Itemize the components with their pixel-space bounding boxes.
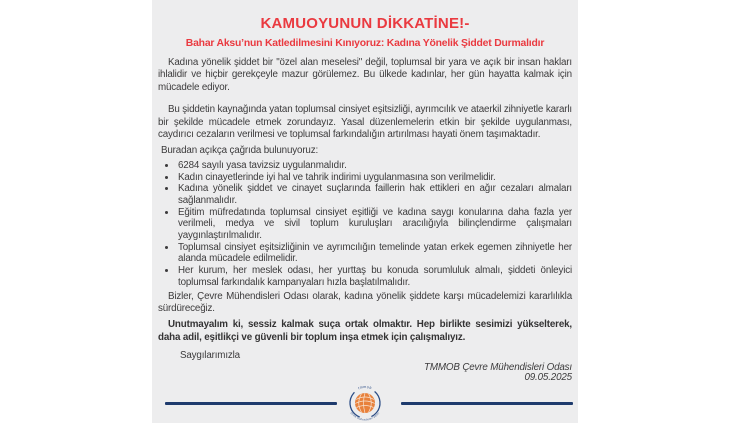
demand-item-5: • Toplumsal cinsiyet eşitsizliğinin ve ayrımcılığın temelinde yatan erkek egemen zihniyetle her alanda mücadele edilmelidir.	[177, 242, 572, 265]
logo-top-text: tmmob	[357, 385, 373, 391]
footer-rule-right	[401, 402, 573, 405]
demand-item-3: • Kadına yönelik şiddet ve cinayet suçlarında faillerin hak ettikleri en ağır cezaları almaları sağlanmalıdır.	[177, 183, 572, 206]
demand-item-6: • Her kurum, her meslek odası, her yurttaş bu konuda sorumluluk almalı, şiddeti önleyici toplumsal farkındalık kampanyaları hızla başlatılmalıdır.	[177, 265, 572, 288]
logo-bottom-text: çevre mühendisleri odası	[349, 411, 381, 422]
page-title: KAMUOYUNUN DİKKATİNE!-	[260, 15, 470, 32]
logo-globe	[355, 393, 375, 413]
call-to-action-intro: Buradan açıkça çağrıda bulunuyoruz:	[161, 145, 319, 157]
demand-item-2: • Kadın cinayetlerinde iyi hal ve tahrik indirimi uygulanmasına son verilmelidir.	[177, 172, 572, 184]
signature-date: 09.05.2025	[524, 372, 572, 384]
emphasis-paragraph: Unutmayalım ki, sessiz kalmak suça ortak olmaktır. Hep birlikte sesimizi yükselterek, daha adil, eşitlikçi ve güvenli bir toplum inşa etmek için çalışmalıyız.	[158, 319, 572, 343]
demand-item-4: • Eğitim müfredatında toplumsal cinsiyet eşitliği ve kadına saygı konularına daha fazla yer verilmeli, medya ve sivil toplum kuruluşları aracılığıyla bilinçlendirme çalışmaları yaygınlaştırılmalıdır.	[177, 207, 572, 242]
footer-rule-left	[165, 402, 337, 405]
demand-item-1: • 6284 sayılı yasa tavizsiz uygulanmalıdır.	[177, 160, 572, 172]
intro-paragraph-2: Bu şiddetin kaynağında yatan toplumsal cinsiyet eşitsizliği, ayrımcılık ve ataerkil zihniyetle kararlı bir şekilde mücadele etmek zorundayız. Yasal düzenlemelerin etkin bir şekilde uygulanması, caydırıcı cezaların verilmesi ve toplumsal farkındalığın artırılması hayati önem taşımaktadır.	[158, 104, 572, 141]
demands-list	[158, 160, 572, 289]
intro-paragraph-1: Kadına yönelik şiddet bir "özel alan meselesi" değil, toplumsal bir yara ve açık bir insan hakları ihlalidir ve hiçbir gerekçeyle mazur görülemez. Bu ülkede kadınlar, her gün hayatta kalmak için mücadele ediyor.	[158, 57, 572, 93]
logo-top-text-container	[358, 385, 373, 390]
page-subtitle: Bahar Aksu’nun Katledilmesini Kınıyoruz: Kadına Yönelik Şiddet Durmalıdır	[185, 38, 545, 49]
salutation: Saygılarımızla	[180, 350, 240, 362]
cmo-organization-logo	[343, 381, 387, 423]
announcement-document	[152, 0, 578, 423]
signature-organization: TMMOB Çevre Mühendisleri Odası	[424, 361, 572, 373]
closing-paragraph: Bizler, Çevre Mühendisleri Odası olarak, kadına yönelik şiddete karşı mücadelemizi kararlılıkla sürdüreceğiz.	[158, 290, 572, 314]
